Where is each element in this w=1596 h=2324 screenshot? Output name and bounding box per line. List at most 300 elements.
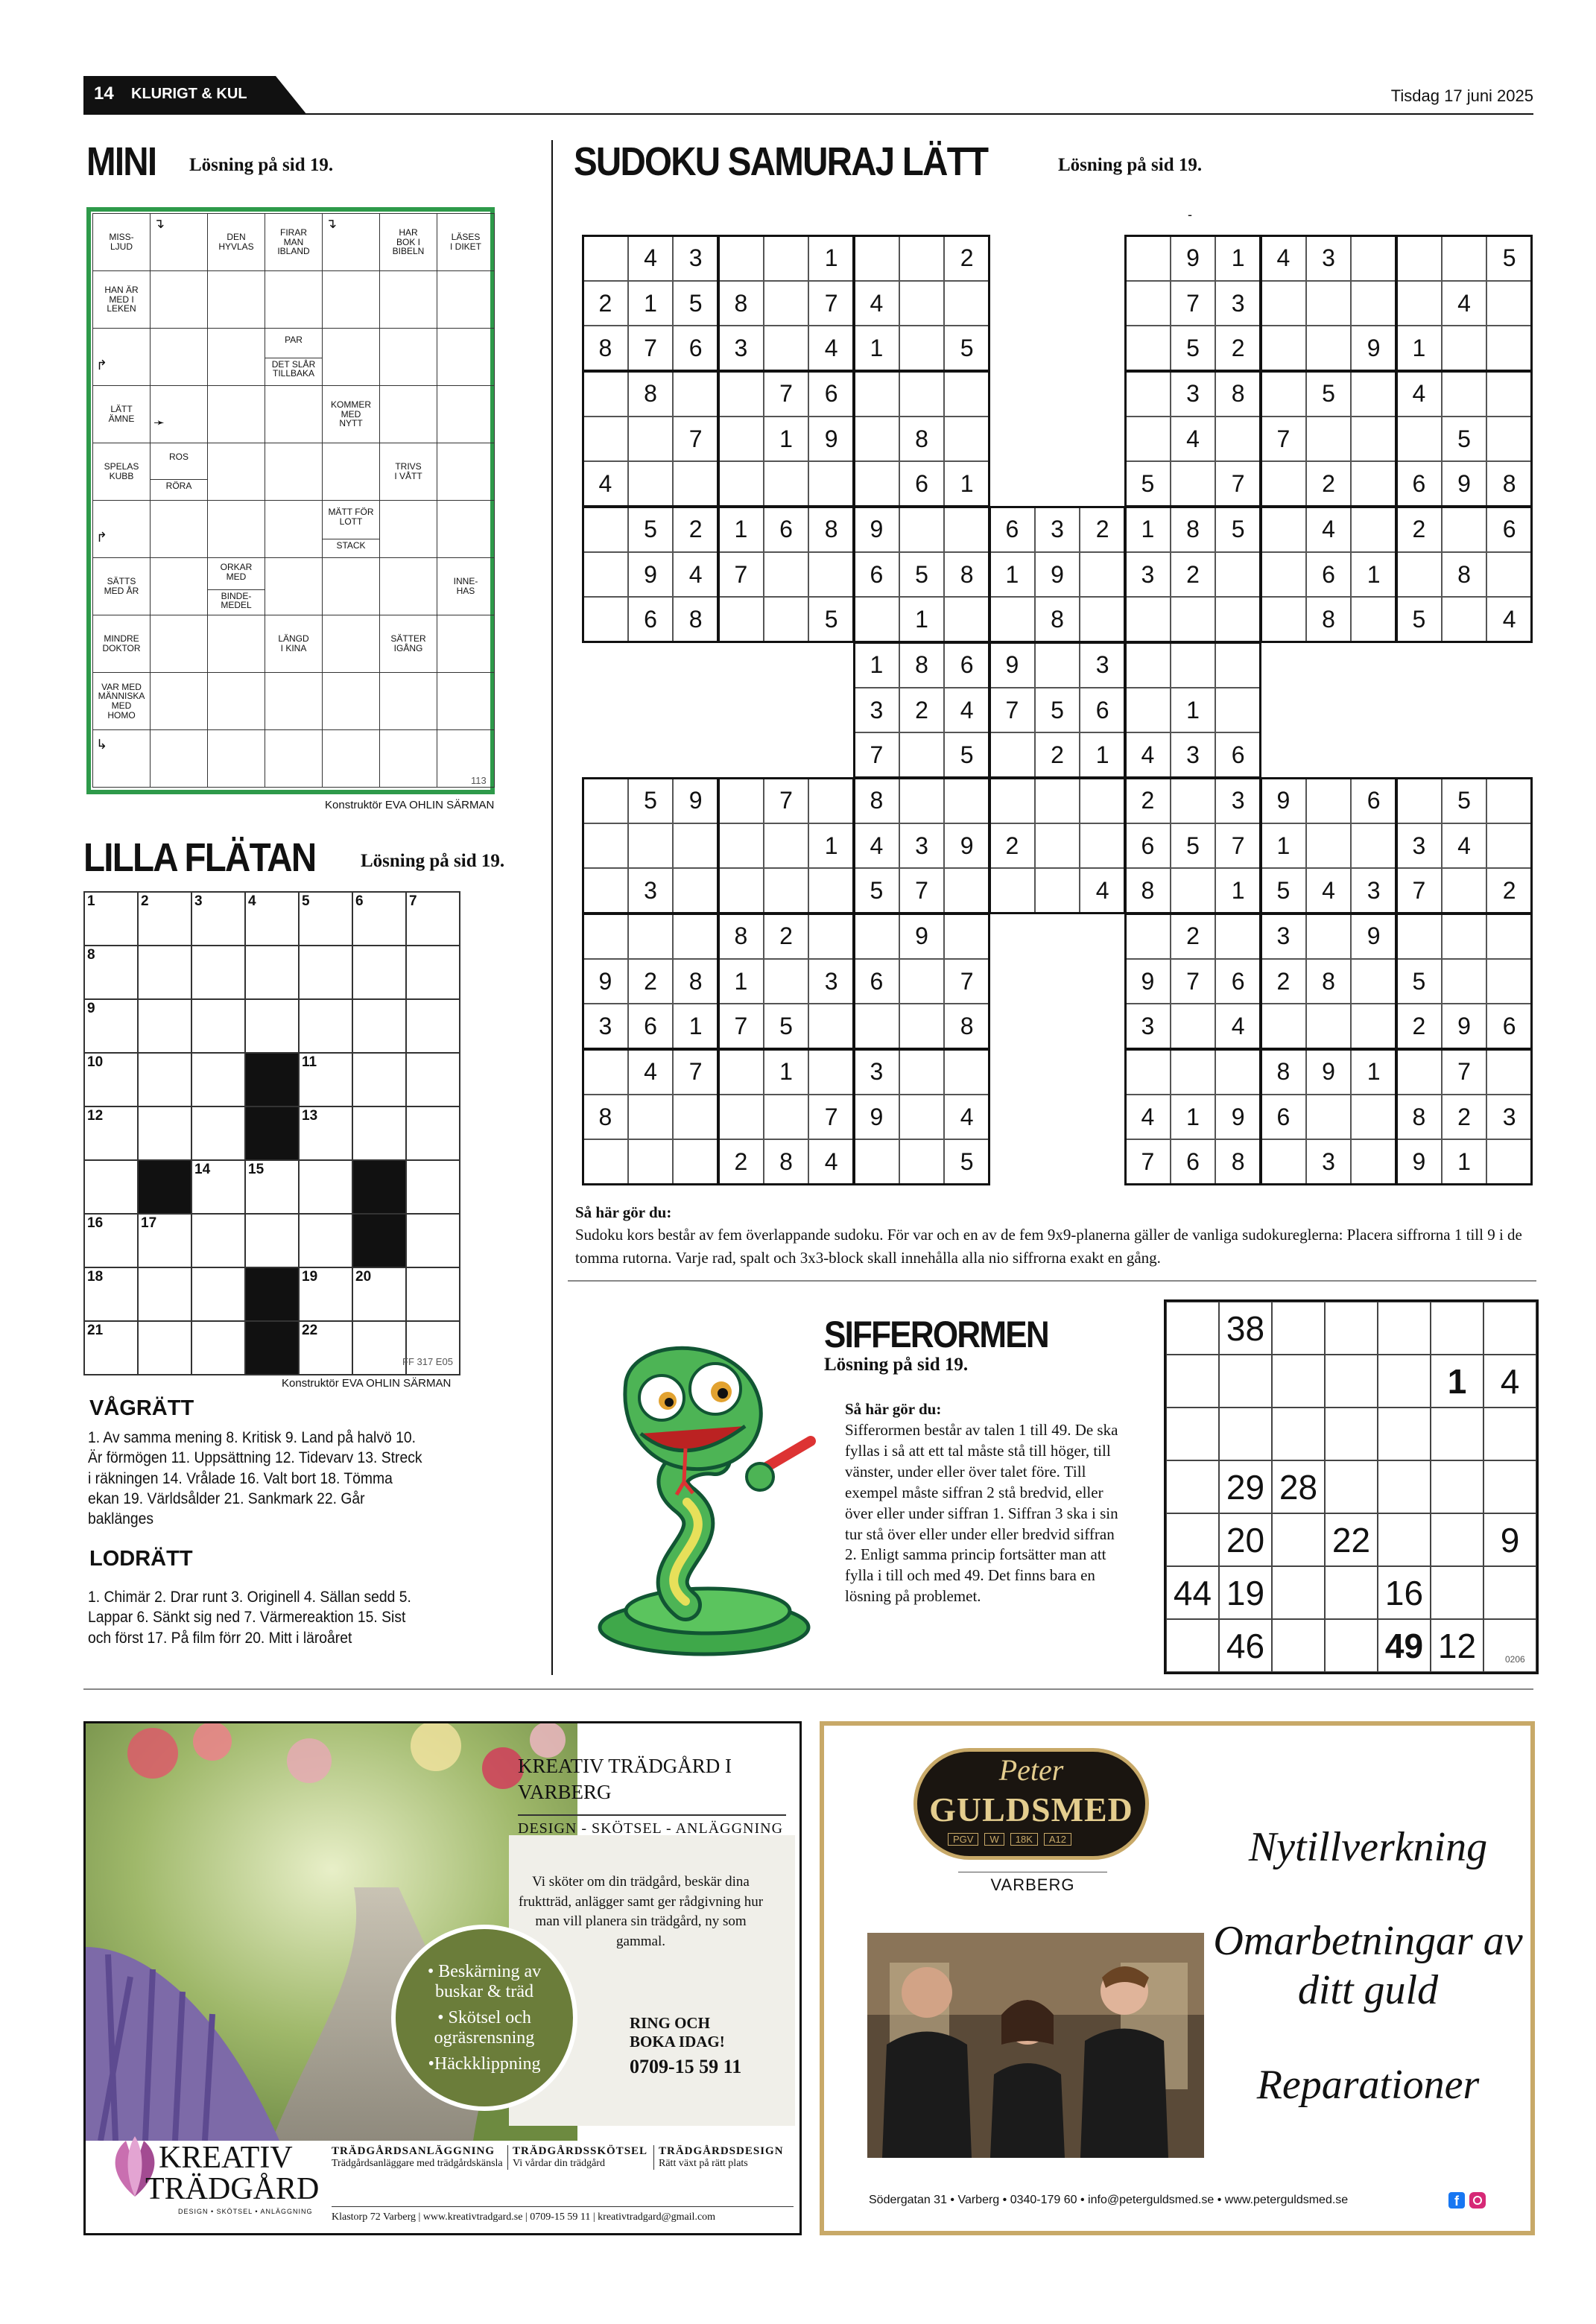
sudoku-empty-cell[interactable] [1171,1004,1216,1049]
mini-cell[interactable] [93,501,151,558]
sudoku-empty-cell[interactable] [1171,778,1216,823]
sudoku-empty-cell[interactable] [1080,597,1125,642]
sudoku-empty-cell[interactable] [899,326,945,371]
sudoku-empty-cell[interactable] [1486,823,1532,869]
sudoku-empty-cell[interactable] [1306,1095,1352,1140]
sudoku-empty-cell[interactable] [1215,688,1261,733]
sifferormen-empty-cell[interactable] [1272,1619,1325,1672]
sudoku-empty-cell[interactable] [1442,326,1487,371]
sudoku-empty-cell[interactable] [1351,1095,1396,1140]
sudoku-empty-cell[interactable] [944,597,989,642]
flatan-cell[interactable] [85,946,139,1000]
sudoku-empty-cell[interactable] [583,823,628,869]
sudoku-empty-cell[interactable] [1261,597,1306,642]
ad-kreativ-tradgard[interactable] [83,1721,802,2235]
sudoku-empty-cell[interactable] [854,417,899,462]
flatan-cell[interactable] [407,893,460,946]
sudoku-empty-cell[interactable] [899,1004,945,1049]
sudoku-empty-cell[interactable] [1351,235,1396,281]
sudoku-empty-cell[interactable] [854,914,899,959]
sudoku-empty-cell[interactable] [673,1095,718,1140]
sudoku-empty-cell[interactable] [1351,371,1396,417]
sudoku-empty-cell[interactable] [944,778,989,823]
mini-cell[interactable] [151,329,208,386]
sifferormen-empty-cell[interactable] [1431,1566,1483,1619]
flatan-cell[interactable] [353,1322,407,1375]
flatan-cell[interactable] [85,1054,139,1107]
flatan-cell[interactable] [353,1107,407,1161]
sudoku-empty-cell[interactable] [673,823,718,869]
flatan-cell[interactable] [85,1161,139,1215]
sudoku-empty-cell[interactable] [1351,1004,1396,1049]
mini-cell[interactable] [151,214,208,271]
mini-cell[interactable] [208,443,265,501]
sudoku-empty-cell[interactable] [1171,597,1216,642]
mini-cell[interactable] [208,673,265,730]
mini-cell[interactable] [208,615,265,673]
sudoku-empty-cell[interactable] [1125,326,1171,371]
sudoku-empty-cell[interactable] [673,868,718,914]
sifferormen-empty-cell[interactable] [1431,1302,1483,1355]
sudoku-empty-cell[interactable] [808,914,854,959]
sifferormen-empty-cell[interactable] [1272,1355,1325,1408]
sudoku-empty-cell[interactable] [628,1095,674,1140]
sudoku-empty-cell[interactable] [808,461,854,507]
sudoku-empty-cell[interactable] [1442,235,1487,281]
sudoku-empty-cell[interactable] [1351,597,1396,642]
sudoku-empty-cell[interactable] [1125,642,1171,688]
sudoku-empty-cell[interactable] [1171,1049,1216,1095]
flatan-cell[interactable] [139,946,192,1000]
mini-cell[interactable] [265,730,323,788]
sifferormen-empty-cell[interactable] [1483,1408,1536,1460]
sudoku-empty-cell[interactable] [944,1049,989,1095]
sudoku-empty-cell[interactable] [628,417,674,462]
sudoku-empty-cell[interactable] [583,1139,628,1185]
mini-cell[interactable] [265,386,323,443]
sudoku-empty-cell[interactable] [583,914,628,959]
sudoku-empty-cell[interactable] [718,1095,764,1140]
sudoku-empty-cell[interactable] [764,597,809,642]
sudoku-empty-cell[interactable] [989,778,1035,823]
mini-cell[interactable] [323,558,380,615]
mini-cell[interactable] [208,730,265,788]
sudoku-empty-cell[interactable] [583,235,628,281]
sifferormen-empty-cell[interactable] [1219,1355,1272,1408]
sudoku-empty-cell[interactable] [899,1049,945,1095]
flatan-cell[interactable] [192,1107,246,1161]
sudoku-empty-cell[interactable] [1351,417,1396,462]
sudoku-empty-cell[interactable] [808,778,854,823]
flatan-cell[interactable] [407,946,460,1000]
sudoku-empty-cell[interactable] [899,959,945,1004]
flatan-cell[interactable] [300,1054,353,1107]
sudoku-empty-cell[interactable] [1396,778,1442,823]
sudoku-empty-cell[interactable] [808,868,854,914]
sudoku-empty-cell[interactable] [1125,1049,1171,1095]
sudoku-empty-cell[interactable] [1306,326,1352,371]
flatan-cell[interactable] [300,1161,353,1215]
flatan-cell[interactable] [353,893,407,946]
flatan-cell[interactable] [246,946,300,1000]
sudoku-empty-cell[interactable] [1486,417,1532,462]
flatan-cell[interactable] [85,1268,139,1322]
sudoku-empty-cell[interactable] [854,597,899,642]
sudoku-empty-cell[interactable] [899,1095,945,1140]
sifferormen-empty-cell[interactable] [1378,1460,1431,1513]
sudoku-empty-cell[interactable] [1261,507,1306,552]
sifferormen-empty-cell[interactable] [1378,1302,1431,1355]
sifferormen-empty-cell[interactable] [1431,1460,1483,1513]
sudoku-empty-cell[interactable] [764,461,809,507]
sudoku-empty-cell[interactable] [764,552,809,598]
sifferormen-empty-cell[interactable] [1272,1408,1325,1460]
flatan-cell[interactable] [407,1322,460,1375]
sudoku-empty-cell[interactable] [718,868,764,914]
mini-cell[interactable] [437,443,495,501]
mini-cell[interactable] [380,271,437,329]
sudoku-empty-cell[interactable] [1125,417,1171,462]
flatan-cell[interactable] [192,1161,246,1215]
sudoku-empty-cell[interactable] [854,1139,899,1185]
sifferormen-empty-cell[interactable] [1325,1460,1378,1513]
flatan-cell[interactable] [85,893,139,946]
sudoku-empty-cell[interactable] [1351,823,1396,869]
sudoku-empty-cell[interactable] [1396,914,1442,959]
sudoku-empty-cell[interactable] [1306,1004,1352,1049]
sudoku-empty-cell[interactable] [1171,868,1216,914]
sudoku-empty-cell[interactable] [1486,1139,1532,1185]
sudoku-empty-cell[interactable] [899,1139,945,1185]
sifferormen-empty-cell[interactable] [1166,1302,1219,1355]
sudoku-empty-cell[interactable] [764,235,809,281]
mini-cell[interactable] [323,214,380,271]
sifferormen-empty-cell[interactable] [1166,1619,1219,1672]
sudoku-empty-cell[interactable] [583,1049,628,1095]
sifferormen-empty-cell[interactable] [1378,1355,1431,1408]
sifferormen-empty-cell[interactable] [1483,1460,1536,1513]
sudoku-empty-cell[interactable] [718,1049,764,1095]
sudoku-empty-cell[interactable] [1396,552,1442,598]
sudoku-empty-cell[interactable] [1125,914,1171,959]
mini-cell[interactable] [151,271,208,329]
mini-cell[interactable] [208,271,265,329]
sudoku-empty-cell[interactable] [899,732,945,778]
flatan-cell[interactable] [139,1215,192,1268]
sudoku-empty-cell[interactable] [718,461,764,507]
mini-cell[interactable] [151,730,208,788]
mini-cell[interactable] [265,443,323,501]
instagram-icon[interactable] [1469,2192,1486,2209]
sudoku-empty-cell[interactable] [944,417,989,462]
sudoku-empty-cell[interactable] [583,371,628,417]
sifferormen-empty-cell[interactable] [1219,1408,1272,1460]
flatan-cell[interactable] [300,946,353,1000]
sifferormen-empty-cell[interactable] [1272,1513,1325,1566]
sudoku-empty-cell[interactable] [1261,281,1306,326]
mini-cell[interactable] [323,271,380,329]
flatan-cell[interactable] [300,893,353,946]
flatan-cell[interactable] [139,1054,192,1107]
sudoku-empty-cell[interactable] [1396,281,1442,326]
sudoku-empty-cell[interactable] [583,552,628,598]
sudoku-empty-cell[interactable] [1035,868,1080,914]
sudoku-empty-cell[interactable] [854,371,899,417]
flatan-cell[interactable] [300,1107,353,1161]
sudoku-empty-cell[interactable] [899,778,945,823]
mini-cell[interactable] [437,386,495,443]
sudoku-empty-cell[interactable] [944,868,989,914]
sifferormen-empty-cell[interactable] [1272,1566,1325,1619]
sudoku-empty-cell[interactable] [673,1139,718,1185]
flatan-cell[interactable] [246,1161,300,1215]
flatan-cell[interactable] [192,1000,246,1054]
sudoku-empty-cell[interactable] [1035,823,1080,869]
sudoku-empty-cell[interactable] [854,1004,899,1049]
sudoku-empty-cell[interactable] [583,507,628,552]
mini-cell[interactable] [151,558,208,615]
sudoku-empty-cell[interactable] [1080,778,1125,823]
flatan-cell[interactable] [85,1000,139,1054]
sudoku-empty-cell[interactable] [1261,552,1306,598]
sudoku-empty-cell[interactable] [673,371,718,417]
sudoku-empty-cell[interactable] [899,507,945,552]
flatan-cell[interactable] [192,893,246,946]
flatan-cell[interactable] [300,1268,353,1322]
flatan-cell[interactable] [353,1268,407,1322]
flatan-cell[interactable] [353,1000,407,1054]
sudoku-empty-cell[interactable] [899,281,945,326]
mini-cell[interactable] [380,386,437,443]
flatan-cell[interactable] [407,1054,460,1107]
flatan-cell[interactable] [407,1000,460,1054]
mini-cell[interactable] [265,501,323,558]
mini-cell[interactable] [93,329,151,386]
sudoku-empty-cell[interactable] [854,235,899,281]
sudoku-empty-cell[interactable] [628,914,674,959]
sudoku-empty-cell[interactable] [1125,688,1171,733]
sudoku-empty-cell[interactable] [764,326,809,371]
sudoku-empty-cell[interactable] [1261,461,1306,507]
mini-cell[interactable] [323,329,380,386]
flatan-cell[interactable] [246,1215,300,1268]
sudoku-empty-cell[interactable] [854,461,899,507]
mini-cell[interactable] [323,673,380,730]
sudoku-empty-cell[interactable] [1486,914,1532,959]
sudoku-empty-cell[interactable] [1215,552,1261,598]
mini-cell[interactable] [323,730,380,788]
mini-cell[interactable] [380,501,437,558]
sudoku-empty-cell[interactable] [1125,235,1171,281]
sudoku-empty-cell[interactable] [899,371,945,417]
flatan-cell[interactable] [407,1268,460,1322]
mini-cell[interactable] [380,730,437,788]
sifferormen-empty-cell[interactable] [1325,1566,1378,1619]
flatan-cell[interactable] [192,1054,246,1107]
sudoku-empty-cell[interactable] [764,868,809,914]
sudoku-empty-cell[interactable] [1442,868,1487,914]
mini-cell[interactable] [437,673,495,730]
sudoku-empty-cell[interactable] [1306,823,1352,869]
flatan-cell[interactable] [192,1268,246,1322]
sudoku-empty-cell[interactable] [764,959,809,1004]
mini-cell[interactable] [208,329,265,386]
sudoku-empty-cell[interactable] [1486,959,1532,1004]
sifferormen-empty-cell[interactable] [1431,1408,1483,1460]
mini-cell[interactable] [151,615,208,673]
flatan-cell[interactable] [300,1322,353,1375]
mini-cell[interactable] [208,501,265,558]
sudoku-empty-cell[interactable] [1171,461,1216,507]
sudoku-empty-cell[interactable] [764,1095,809,1140]
sudoku-empty-cell[interactable] [808,552,854,598]
sudoku-empty-cell[interactable] [1306,281,1352,326]
sifferormen-empty-cell[interactable] [1325,1302,1378,1355]
flatan-cell[interactable] [85,1107,139,1161]
sudoku-empty-cell[interactable] [1306,417,1352,462]
flatan-cell[interactable] [192,1215,246,1268]
sudoku-empty-cell[interactable] [628,461,674,507]
sudoku-empty-cell[interactable] [718,597,764,642]
mini-cell[interactable] [151,501,208,558]
sudoku-empty-cell[interactable] [1261,371,1306,417]
sudoku-empty-cell[interactable] [1351,461,1396,507]
flatan-cell[interactable] [139,1268,192,1322]
sudoku-empty-cell[interactable] [718,778,764,823]
flatan-cell[interactable] [85,1322,139,1375]
ad1-phone[interactable]: 0709-15 59 11 [630,2056,742,2077]
sudoku-empty-cell[interactable] [718,823,764,869]
sudoku-empty-cell[interactable] [1261,326,1306,371]
sudoku-empty-cell[interactable] [1486,371,1532,417]
sudoku-empty-cell[interactable] [1486,778,1532,823]
mini-cell[interactable] [265,271,323,329]
sudoku-empty-cell[interactable] [899,235,945,281]
flatan-cell[interactable] [407,1107,460,1161]
sudoku-empty-cell[interactable] [1442,371,1487,417]
sudoku-empty-cell[interactable] [1442,507,1487,552]
flatan-cell[interactable] [139,893,192,946]
sudoku-empty-cell[interactable] [673,914,718,959]
sudoku-empty-cell[interactable] [1035,778,1080,823]
sudoku-empty-cell[interactable] [808,1004,854,1049]
facebook-icon[interactable]: f [1448,2192,1465,2209]
flatan-cell[interactable] [407,1161,460,1215]
sifferormen-empty-cell[interactable] [1166,1408,1219,1460]
sudoku-empty-cell[interactable] [1215,597,1261,642]
sudoku-empty-cell[interactable] [1125,371,1171,417]
sudoku-empty-cell[interactable] [1125,281,1171,326]
mini-cell[interactable] [380,673,437,730]
sifferormen-empty-cell[interactable] [1325,1619,1378,1672]
sudoku-empty-cell[interactable] [764,823,809,869]
flatan-cell[interactable] [192,946,246,1000]
flatan-cell[interactable] [139,1107,192,1161]
sudoku-empty-cell[interactable] [1306,778,1352,823]
sudoku-empty-cell[interactable] [1261,1004,1306,1049]
mini-cell[interactable] [265,673,323,730]
mini-cell[interactable] [380,558,437,615]
sudoku-empty-cell[interactable] [1351,1139,1396,1185]
sudoku-empty-cell[interactable] [628,1139,674,1185]
flatan-cell[interactable] [85,1215,139,1268]
sudoku-empty-cell[interactable] [1215,642,1261,688]
sifferormen-empty-cell[interactable] [1325,1355,1378,1408]
sudoku-empty-cell[interactable] [1080,552,1125,598]
sudoku-empty-cell[interactable] [583,417,628,462]
sudoku-empty-cell[interactable] [764,281,809,326]
sudoku-empty-cell[interactable] [1486,281,1532,326]
mini-cell[interactable] [208,386,265,443]
sudoku-empty-cell[interactable] [718,235,764,281]
flatan-cell[interactable] [407,1215,460,1268]
sifferormen-empty-cell[interactable] [1272,1302,1325,1355]
sudoku-empty-cell[interactable] [989,868,1035,914]
sudoku-empty-cell[interactable] [1396,1049,1442,1095]
flatan-cell[interactable] [353,1054,407,1107]
sudoku-empty-cell[interactable] [583,778,628,823]
sifferormen-empty-cell[interactable] [1166,1355,1219,1408]
sifferormen-empty-cell[interactable] [1483,1302,1536,1355]
sifferormen-empty-cell[interactable] [1431,1513,1483,1566]
mini-cell[interactable] [437,271,495,329]
sudoku-empty-cell[interactable] [1171,642,1216,688]
sudoku-empty-cell[interactable] [944,914,989,959]
sudoku-empty-cell[interactable] [1396,417,1442,462]
mini-cell[interactable] [437,501,495,558]
mini-cell[interactable] [380,329,437,386]
sudoku-empty-cell[interactable] [1215,417,1261,462]
sudoku-empty-cell[interactable] [944,371,989,417]
sudoku-empty-cell[interactable] [628,823,674,869]
sudoku-empty-cell[interactable] [1486,1049,1532,1095]
sudoku-empty-cell[interactable] [808,1049,854,1095]
mini-cell[interactable] [151,386,208,443]
sudoku-empty-cell[interactable] [1486,552,1532,598]
sudoku-empty-cell[interactable] [1306,914,1352,959]
mini-cell[interactable] [151,673,208,730]
sifferormen-empty-cell[interactable] [1325,1408,1378,1460]
sudoku-empty-cell[interactable] [583,597,628,642]
mini-cell[interactable] [323,615,380,673]
flatan-cell[interactable] [139,1322,192,1375]
ad1-footer[interactable]: Klastorp 72 Varberg | www.kreativtradgard.se | 0709-15 59 11 | kreativtradgard@gmail.com [332,2206,794,2223]
sifferormen-empty-cell[interactable] [1483,1566,1536,1619]
sudoku-empty-cell[interactable] [1486,326,1532,371]
flatan-cell[interactable] [192,1322,246,1375]
sudoku-empty-cell[interactable] [989,597,1035,642]
ad2-footer[interactable]: Södergatan 31 • Varberg • 0340-179 60 • info@peterguldsmed.se • www.peterguldsmed.se [869,2194,1349,2206]
sudoku-empty-cell[interactable] [1215,914,1261,959]
ad-peter-guldsmed[interactable] [820,1721,1535,2235]
sifferormen-empty-cell[interactable] [1378,1513,1431,1566]
sudoku-empty-cell[interactable] [1215,1049,1261,1095]
sudoku-empty-cell[interactable] [718,417,764,462]
mini-cell[interactable] [323,443,380,501]
sudoku-empty-cell[interactable] [989,732,1035,778]
mini-cell[interactable] [265,558,323,615]
sudoku-empty-cell[interactable] [583,868,628,914]
sudoku-empty-cell[interactable] [1261,1139,1306,1185]
flatan-cell[interactable] [246,1000,300,1054]
sudoku-empty-cell[interactable] [1351,281,1396,326]
sudoku-empty-cell[interactable] [1035,642,1080,688]
flatan-cell[interactable] [246,893,300,946]
flatan-cell[interactable] [300,1000,353,1054]
sudoku-empty-cell[interactable] [1351,959,1396,1004]
sudoku-empty-cell[interactable] [1442,914,1487,959]
sifferormen-empty-cell[interactable] [1378,1408,1431,1460]
